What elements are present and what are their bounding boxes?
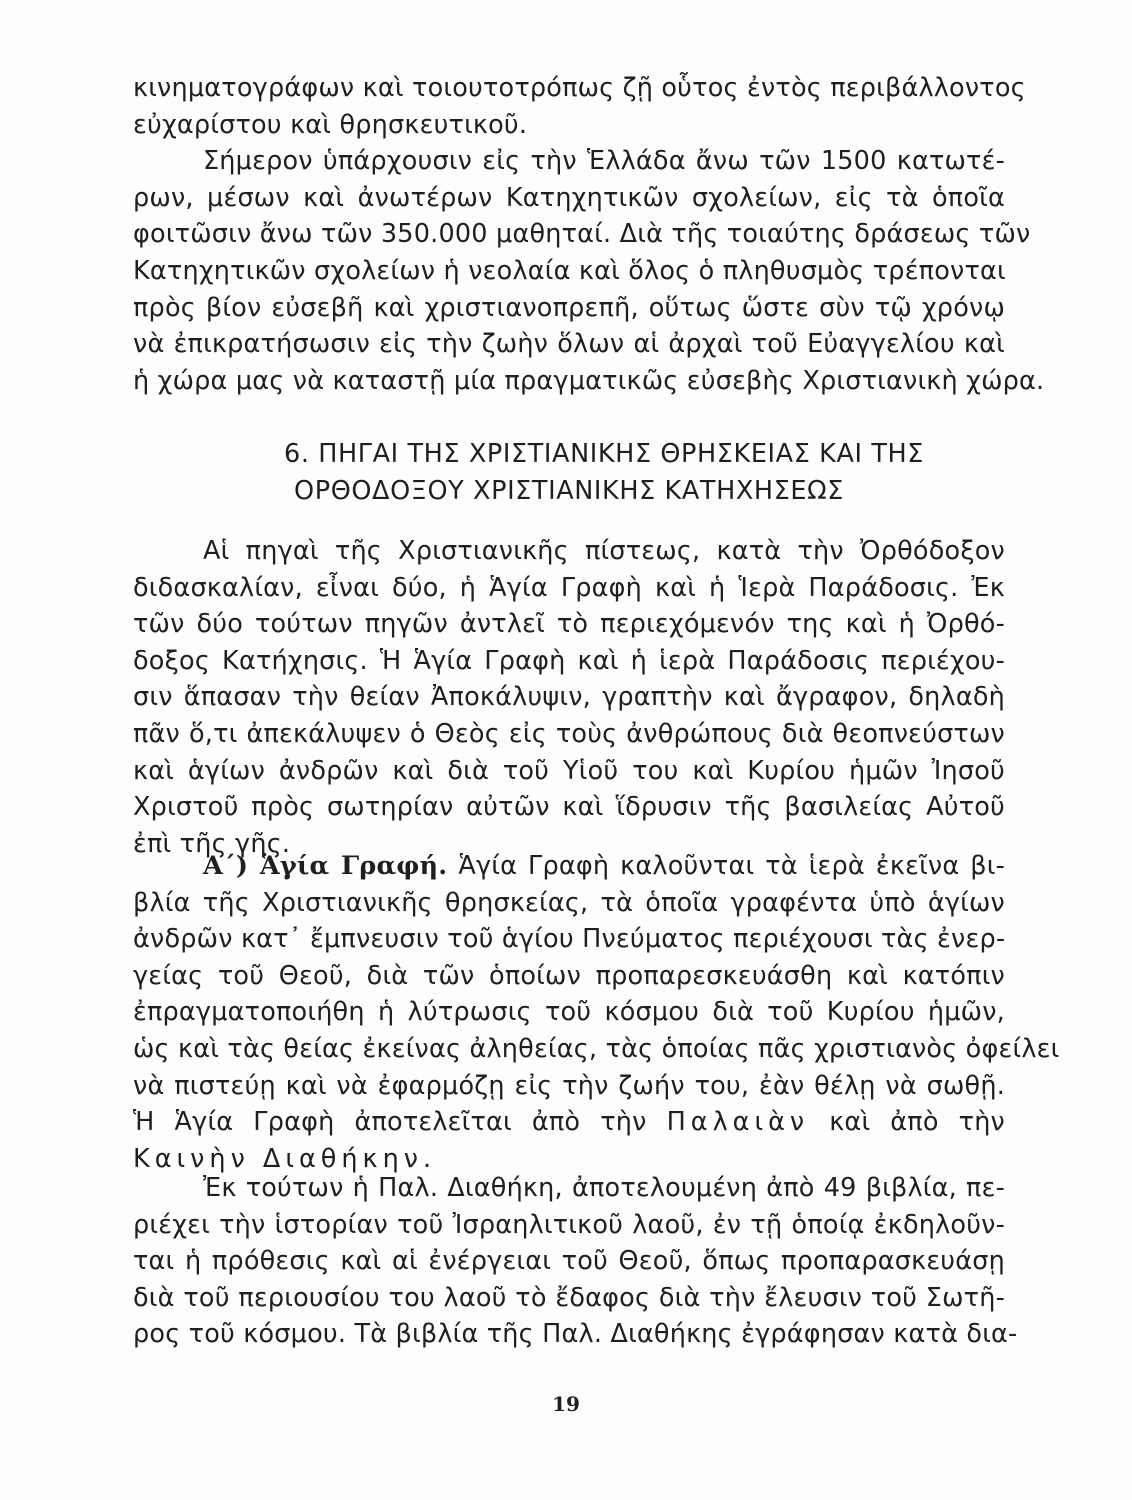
new-testament-spaced: Καινὴν Διαθήκην bbox=[133, 1143, 423, 1174]
sources-paragraph bbox=[133, 533, 1005, 862]
text-line: διδασκαλίαν, εἶναι δύο, ἡ Ἁγία Γραφὴ καὶ ἡ Ἱερὰ Παράδοσις. Ἐκ bbox=[133, 572, 1005, 603]
text-line: γείας τοῦ Θεοῦ, διὰ τῶν ὁποίων προπαρεσκευάσθη καὶ κατόπιν bbox=[133, 960, 1005, 991]
text-line: πρὸς βίον εὐσεβῆ καὶ χριστιανοπρεπῆ, οὕτως ὥστε σὺν τῷ χρόνῳ bbox=[133, 292, 1005, 323]
text-line: ρος τοῦ κόσμου. Τὰ βιβλία τῆς Παλ. Διαθήκης ἐγράφησαν κατὰ δια- bbox=[133, 1319, 1018, 1350]
page-number: 19 bbox=[552, 1392, 580, 1416]
text-line: ἀνδρῶν κατ᾽ ἔμπνευσιν τοῦ ἁγίου Πνεύματος περιέχουσι τὰς ἐνερ- bbox=[133, 924, 1006, 955]
text-line: Αἱ πηγαὶ τῆς Χριστιανικῆς πίστεως, κατὰ τὴν Ὀρθόδοξον bbox=[203, 536, 1005, 566]
holy-scripture-paragraph bbox=[133, 848, 1060, 1177]
text-line: Κατηχητικῶν σχολείων ἡ νεολαία καὶ ὅλος ὁ πληθυσμὸς τρέπονται bbox=[133, 255, 1006, 286]
text-line: νὰ ἐπικρατήσωσιν εἰς τὴν ζωὴν ὅλων αἱ ἀρχαὶ τοῦ Εὐαγγελίου καὶ bbox=[133, 329, 1005, 360]
text-line: νὰ πιστεύῃ καὶ νὰ ἐφαρμόζῃ εἰς τὴν ζωήν του, ἐὰν θέλῃ νὰ σωθῇ. bbox=[133, 1070, 1005, 1101]
text-line: καὶ ἁγίων ἀνδρῶν καὶ διὰ τοῦ Υἱοῦ του καὶ Κυρίου ἡμῶν Ἰησοῦ bbox=[133, 755, 1005, 786]
text-line: πᾶν ὅ,τι ἀπεκάλυψεν ὁ Θεὸς εἰς τοὺς ἀνθρώπους διὰ θεοπνεύστων bbox=[133, 718, 1005, 749]
text-line: κινηματογράφων καὶ τοιουτοτρόπως ζῇ οὗτος ἐντὸς περιβάλλοντος bbox=[133, 73, 1026, 103]
text-line: Σήμερον ὑπάρχουσιν εἰς τὴν Ἑλλάδα ἄνω τῶν 1500 κατωτέ- bbox=[203, 146, 1005, 177]
text-fragment: . bbox=[423, 1143, 432, 1174]
text-line: εὐχαρίστου καὶ θρησκευτικοῦ. bbox=[133, 109, 528, 140]
text-line: Ἐκ τούτων ἡ Παλ. Διαθήκη, ἀποτελουμένη ἀπὸ 49 βιβλία, πε- bbox=[203, 1173, 1005, 1203]
text-line: ἐπὶ τῆς γῆς. bbox=[133, 828, 291, 859]
text-line: δοξος Κατήχησις. Ἡ Ἁγία Γραφὴ καὶ ἡ ἱερὰ Παράδοσις περιέχου- bbox=[133, 645, 1005, 676]
text-line: Χριστοῦ πρὸς σωτηρίαν αὐτῶν καὶ ἵδρυσιν τῆς βασιλείας Αὐτοῦ bbox=[133, 792, 1005, 823]
text-line: ριέχει τὴν ἱστορίαν τοῦ Ἰσραηλιτικοῦ λαοῦ, ἐν τῇ ὁποίᾳ ἐκδηλοῦν- bbox=[133, 1209, 1005, 1240]
text-line: ὡς καὶ τὰς θείας ἐκείνας ἀληθείας, τὰς ὁποίας πᾶς χριστιανὸς ὀφείλει bbox=[133, 1033, 1060, 1064]
old-testament-paragraph bbox=[133, 1170, 1018, 1353]
text-line: σιν ἅπασαν τὴν θείαν Ἀποκάλυψιν, γραπτὴν καὶ ἄγραφον, δηλαδὴ bbox=[133, 682, 1005, 713]
text-fragment: Ἁγία Γραφὴ καλοῦνται τὰ ἱερὰ ἐκεῖνα βι- bbox=[458, 851, 1005, 881]
text-line: ται ἡ πρόθεσις καὶ αἱ ἐνέργειαι τοῦ Θεοῦ, ὅπως προπαρασκευάσῃ bbox=[133, 1246, 1005, 1277]
section-heading-line-2: ΟΡΘΟΔΟΞΟΥ ΧΡΙΣΤΙΑΝΙΚΗΣ ΚΑΤΗΧΗΣΕΩΣ bbox=[294, 476, 844, 506]
text-line bbox=[133, 848, 1005, 885]
section-heading bbox=[133, 436, 1005, 510]
text-fragment: καὶ ἀπὸ τὴν bbox=[829, 1107, 1005, 1138]
text-line: ἡ χώρα μας νὰ καταστῇ μία πραγματικῶς εὐσεβὴς Χριστιανικὴ χώρα. bbox=[133, 365, 1045, 396]
intro-paragraph bbox=[133, 70, 1045, 399]
text-line: τῶν δύο τούτων πηγῶν ἀντλεῖ τὸ περιεχόμενόν της καὶ ἡ Ὀρθό- bbox=[133, 609, 1005, 640]
text-line: διὰ τοῦ περιουσίου του λαοῦ τὸ ἔδαφος διὰ τὴν ἔλευσιν τοῦ Σωτῆ- bbox=[133, 1282, 1005, 1313]
text-line: ἐπραγματοποιήθη ἡ λύτρωσις τοῦ κόσμου διὰ τοῦ Κυρίου ἡμῶν, bbox=[133, 997, 1005, 1028]
section-heading-line-1: 6. ΠΗΓΑΙ ΤΗΣ ΧΡΙΣΤΙΑΝΙΚΗΣ ΘΡΗΣΚΕΙΑΣ ΚΑΙ ΤΗΣ bbox=[284, 439, 924, 469]
text-line: φοιτῶσιν ἄνω τῶν 350.000 μαθηταί. Διὰ τῆς τοιαύτης δράσεως τῶν bbox=[133, 219, 1031, 250]
text-fragment: Ἡ Ἁγία Γραφὴ ἀποτελεῖται ἀπὸ τὴν bbox=[133, 1107, 647, 1138]
text-line bbox=[133, 1104, 1005, 1141]
old-testament-spaced: Παλαιὰν bbox=[666, 1107, 810, 1138]
text-line: ρων, μέσων καὶ ἀνωτέρων Κατηχητικῶν σχολείων, εἰς τὰ ὁποῖα bbox=[133, 182, 1005, 213]
text-line: βλία τῆς Χριστιανικῆς θρησκείας, τὰ ὁποῖα γραφέντα ὑπὸ ἁγίων bbox=[133, 887, 1005, 918]
holy-scripture-label: Α΄) Ἁγία Γραφή. bbox=[203, 851, 448, 881]
